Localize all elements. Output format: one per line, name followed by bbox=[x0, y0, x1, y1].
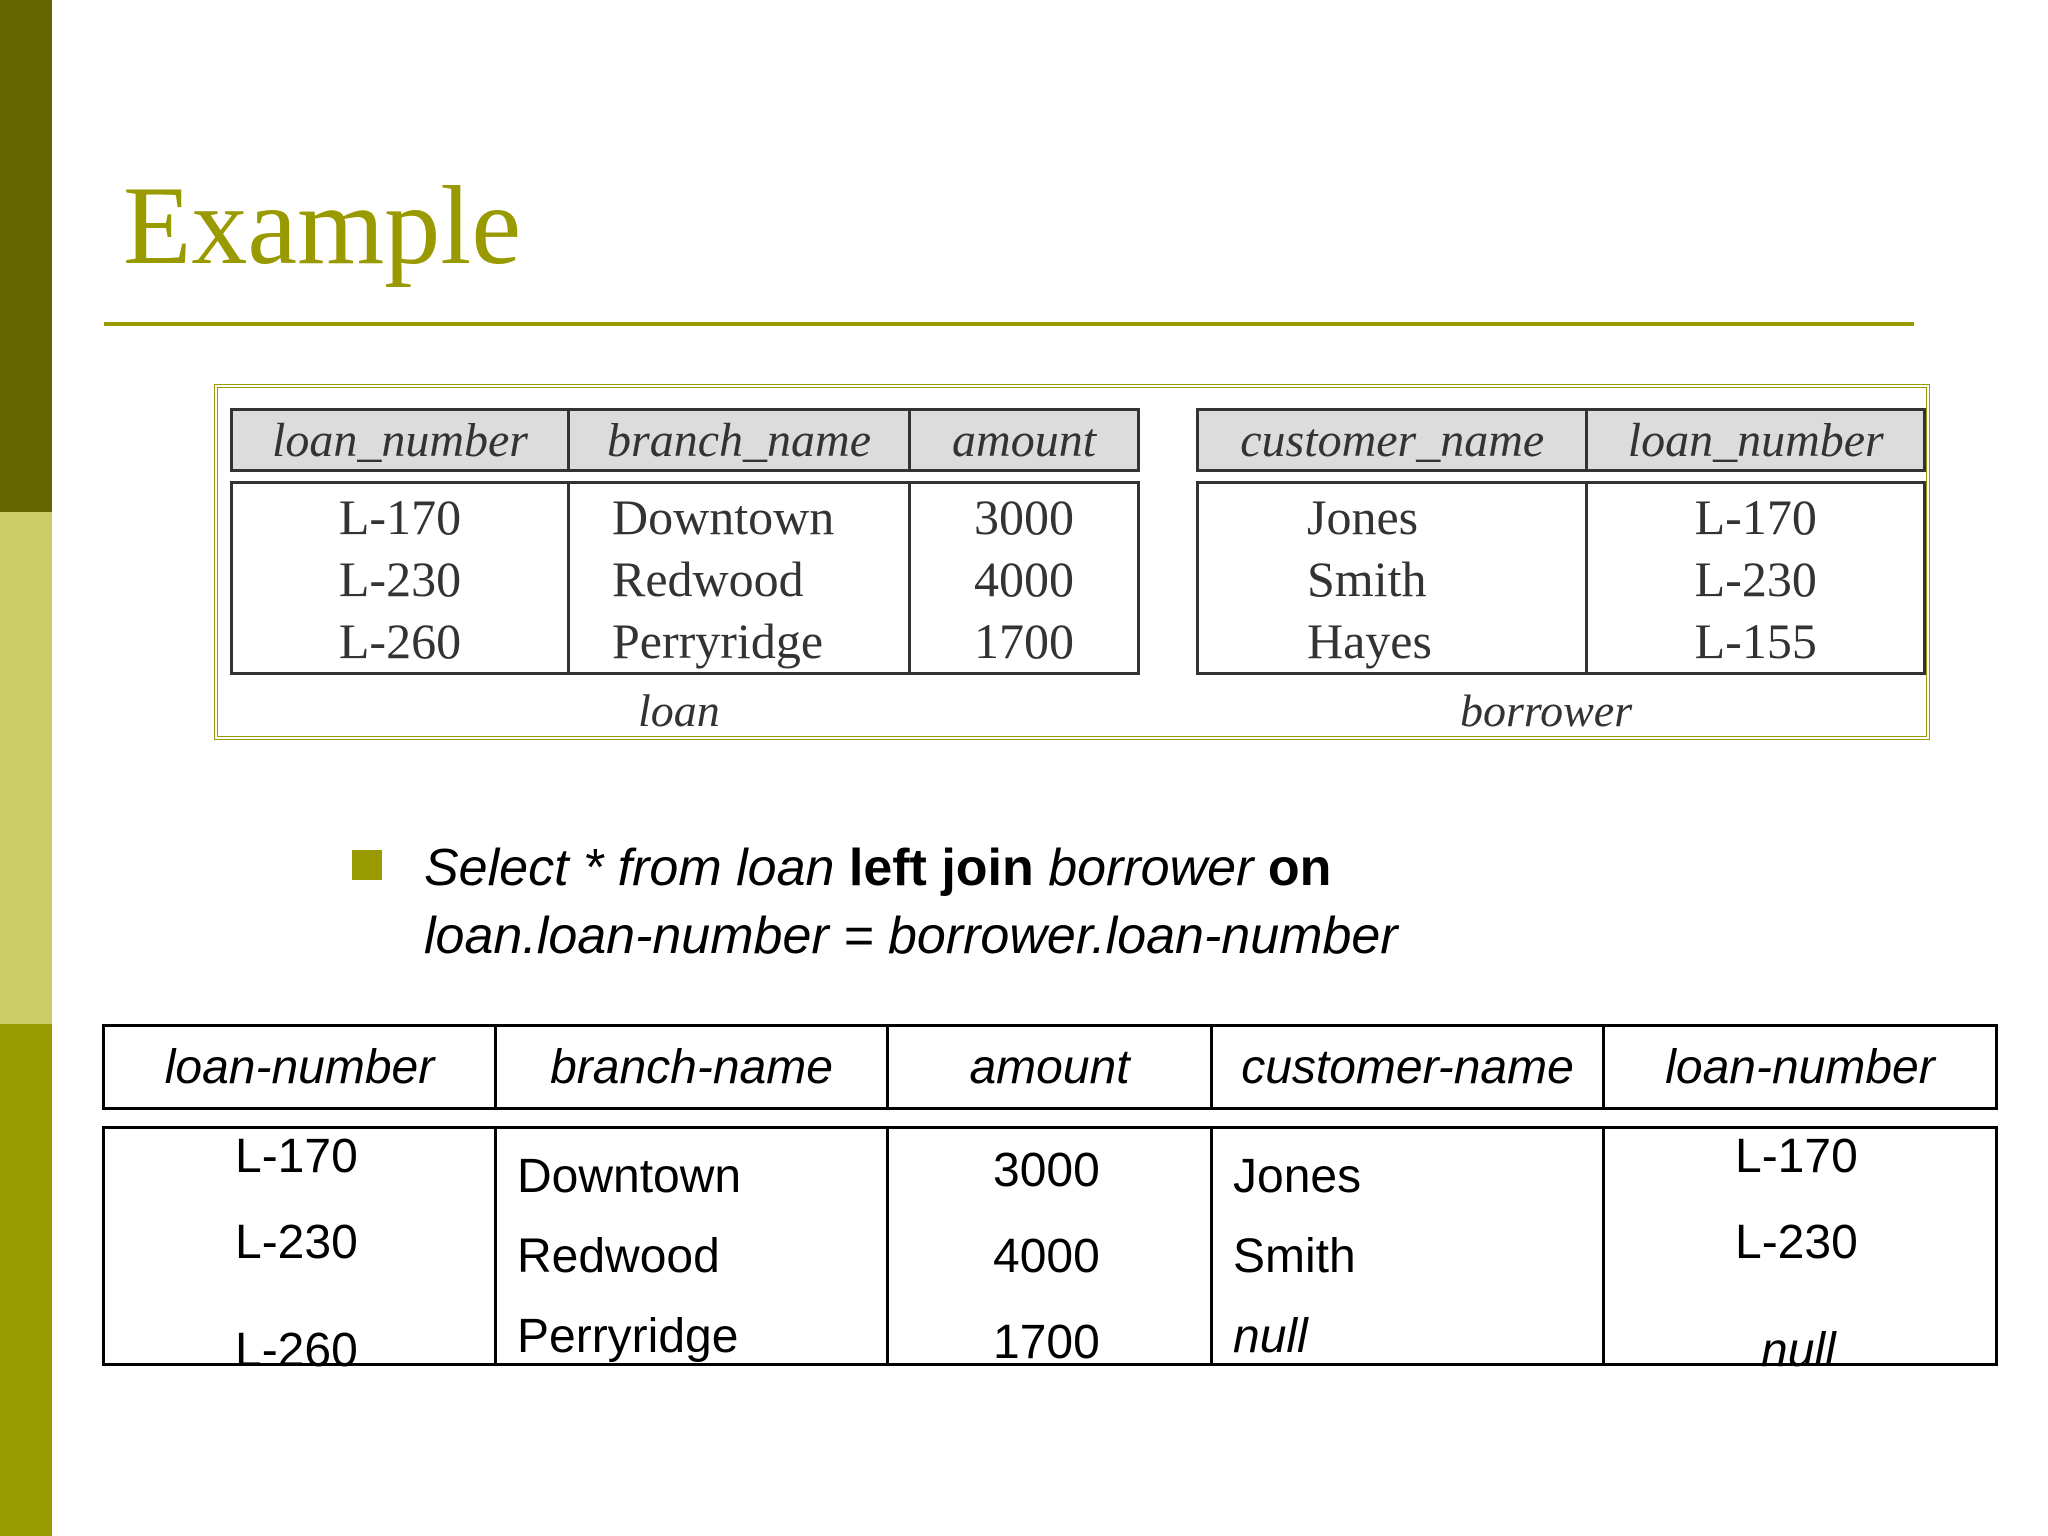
customer-name-column bbox=[1198, 483, 1587, 674]
table-cell: Redwood bbox=[611, 551, 804, 607]
table-cell: Jones bbox=[1307, 489, 1419, 545]
table-cell: 1700 bbox=[993, 1316, 1100, 1369]
header-cell: branch-name bbox=[497, 1027, 889, 1107]
table-cell: 4000 bbox=[974, 551, 1075, 607]
table-cell: L-155 bbox=[1694, 613, 1817, 669]
table-cell: L-260 bbox=[338, 613, 462, 669]
table-cell: 3000 bbox=[993, 1144, 1100, 1197]
bullet-square-icon bbox=[352, 850, 382, 880]
sidebar-decoration bbox=[0, 0, 52, 1536]
loan-number-column bbox=[232, 483, 569, 674]
table-cell: L-260 bbox=[235, 1324, 358, 1377]
sidebar-band-light bbox=[0, 512, 52, 1024]
table-cell: 3000 bbox=[974, 489, 1075, 545]
table-cell: Jones bbox=[1233, 1150, 1362, 1203]
result-column-amount bbox=[889, 1129, 1213, 1369]
table-cell: L-170 bbox=[235, 1130, 358, 1183]
header-cell: loan-number bbox=[1665, 1040, 1935, 1094]
table-cell: L-170 bbox=[338, 489, 462, 545]
table-cell: L-170 bbox=[1694, 489, 1817, 545]
table-cell: Downtown bbox=[611, 489, 835, 545]
loan-body-row bbox=[232, 483, 1139, 674]
header-cell: customer_name bbox=[1198, 410, 1587, 471]
result-body bbox=[102, 1126, 1998, 1377]
loan-caption: loan bbox=[638, 685, 720, 736]
borrower-header-row bbox=[1198, 410, 1925, 471]
table-cell: Hayes bbox=[1307, 613, 1432, 669]
borrower-relation-table bbox=[1196, 408, 1926, 675]
table-cell: Perryridge bbox=[517, 1310, 739, 1363]
title-divider bbox=[104, 322, 1914, 326]
borrower-body-row bbox=[1198, 483, 1925, 674]
table-cell: Redwood bbox=[517, 1230, 720, 1283]
table-cell: Downtown bbox=[517, 1150, 742, 1203]
table-cell: L-230 bbox=[1735, 1216, 1858, 1269]
table-cell: L-230 bbox=[338, 551, 462, 607]
header-cell: loan_number bbox=[1587, 410, 1925, 471]
amount-column bbox=[910, 483, 1139, 674]
sidebar-band-dark bbox=[0, 0, 52, 512]
query-left-join: left join bbox=[848, 839, 1034, 897]
relations-figure bbox=[214, 384, 1930, 740]
sidebar-band-olive bbox=[0, 1024, 52, 1536]
loan-number-column bbox=[1587, 483, 1925, 674]
query-borrower: borrower bbox=[1048, 839, 1254, 897]
table-cell: L-170 bbox=[1735, 1130, 1858, 1183]
table-cell: L-230 bbox=[1694, 551, 1817, 607]
table-cell: Smith bbox=[1307, 551, 1427, 607]
header-cell: customer-name bbox=[1213, 1027, 1605, 1107]
result-header-row bbox=[102, 1024, 1998, 1110]
branch-name-column bbox=[568, 483, 909, 674]
sql-query-text bbox=[424, 834, 1398, 970]
loan-relation-table bbox=[230, 408, 1140, 675]
header-cell: loan_number bbox=[232, 410, 569, 471]
result-column-customer-name bbox=[1213, 1129, 1605, 1363]
result-column-loan-number bbox=[105, 1129, 497, 1377]
table-cell: null bbox=[1761, 1324, 1836, 1377]
loan-header-row bbox=[232, 410, 1139, 471]
query-line-1 bbox=[424, 834, 1398, 902]
result-column-branch-name bbox=[497, 1129, 889, 1363]
query-select-from: Select * from loan bbox=[424, 839, 835, 897]
query-on: on bbox=[1267, 839, 1332, 897]
table-cell: Smith bbox=[1233, 1230, 1356, 1283]
header-cell: branch_name bbox=[568, 410, 909, 471]
query-line-2: loan.loan-number = borrower.loan-number bbox=[424, 907, 1398, 965]
header-cell: amount bbox=[889, 1027, 1213, 1107]
header-cell: loan-number bbox=[105, 1027, 497, 1107]
table-cell: null bbox=[1233, 1310, 1308, 1363]
result-column-loan-number-2 bbox=[1605, 1129, 1995, 1377]
table-cell: 4000 bbox=[993, 1230, 1100, 1283]
header-cell: amount bbox=[910, 410, 1139, 471]
table-cell: 1700 bbox=[974, 613, 1075, 669]
page-title: Example bbox=[123, 164, 522, 288]
table-cell: L-230 bbox=[235, 1216, 358, 1269]
borrower-caption: borrower bbox=[1460, 685, 1633, 736]
table-cell: Perryridge bbox=[611, 613, 824, 669]
